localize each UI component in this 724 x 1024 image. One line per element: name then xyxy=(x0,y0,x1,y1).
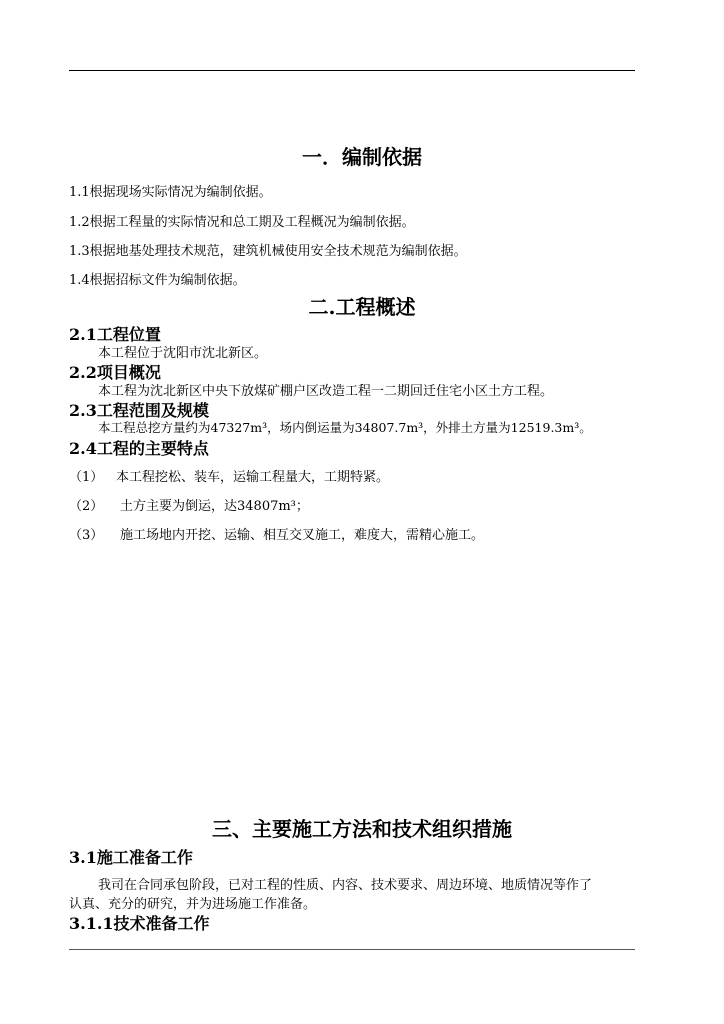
section2-title: 二.工程概述 xyxy=(308,295,416,319)
list-item: 施工场地内开挖、运输、相互交叉施工，难度大，需精心施工。 xyxy=(120,528,485,543)
subsection-2-2-text: 本工程为沈北新区中央下放煤矿棚户区改造工程一二期回迁住宅小区土方工程。 xyxy=(98,384,554,399)
subsection-3-1-para-line2: 认真、充分的研究，并为进场施工作准备。 xyxy=(69,897,317,912)
list-number: （2） xyxy=(69,499,104,514)
subsection-2-3-heading: 2.3工程范围及规模 xyxy=(69,401,209,420)
subsection-2-3-text: 本工程总挖方量约为47327m³，场内倒运量为34807.7m³，外排土方量为12519.3m³。 xyxy=(98,420,592,435)
list-number: （3） xyxy=(69,528,104,543)
section1-item-2: 1.2根据工程量的实际情况和总工期及工程概况为编制依据。 xyxy=(69,215,415,230)
section1-item-3: 1.3根据地基处理技术规范，建筑机械使用安全技术规范为编制依据。 xyxy=(69,244,467,259)
subsection-3-1-1-heading: 3.1.1技术准备工作 xyxy=(69,914,210,933)
header-rule xyxy=(69,70,635,71)
section3-title: 三、主要施工方法和技术组织措施 xyxy=(212,817,512,841)
subsection-3-1-heading: 3.1施工准备工作 xyxy=(69,848,193,867)
subsection-3-1-para-line1: 我司在合同承包阶段，已对工程的性质、内容、技术要求、周边环境、地质情况等作了 xyxy=(98,878,593,893)
section1-item-4: 1.4根据招标文件为编制依据。 xyxy=(69,273,246,288)
list-item: 本工程挖松、装车，运输工程量大，工期特紧。 xyxy=(116,470,390,485)
subsection-2-2-heading: 2.2项目概况 xyxy=(69,363,161,382)
footer-rule xyxy=(69,949,635,950)
section1-title: 一．编制依据 xyxy=(302,145,422,169)
section1-item-1: 1.1根据现场实际情况为编制依据。 xyxy=(69,185,272,200)
subsection-2-4-heading: 2.4工程的主要特点 xyxy=(69,439,209,458)
subsection-2-1-heading: 2.1工程位置 xyxy=(69,325,161,344)
subsection-2-1-text: 本工程位于沈阳市沈北新区。 xyxy=(98,346,268,361)
list-number: （1） xyxy=(69,470,104,485)
list-item: 土方主要为倒运，达34807m³； xyxy=(120,499,309,514)
